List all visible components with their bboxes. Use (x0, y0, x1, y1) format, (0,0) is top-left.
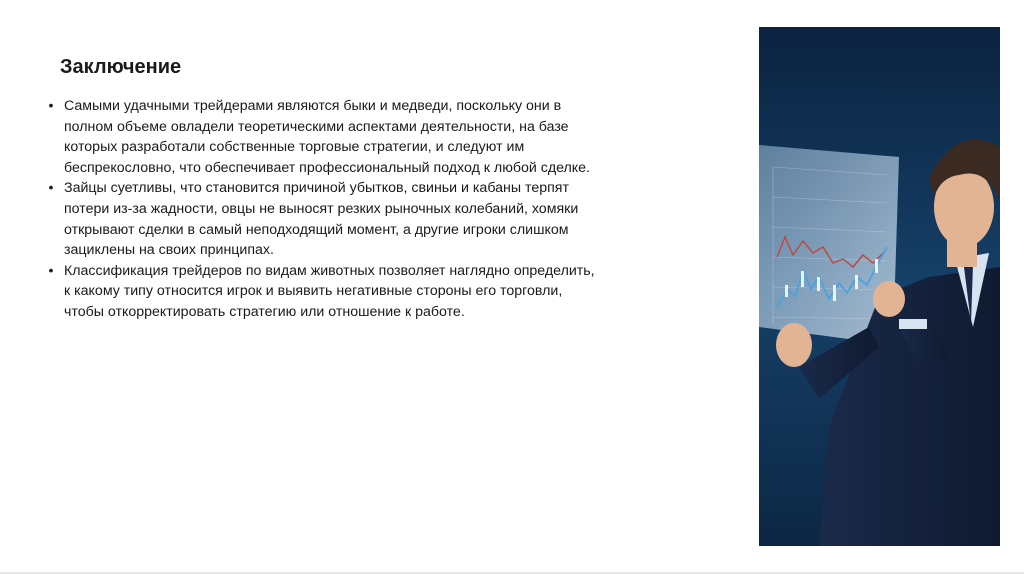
bullet-item (44, 178, 604, 260)
slide-title: Заключение (60, 56, 182, 78)
bullet-text: Зайцы суетливы, что становится причиной убытков, свиньи и кабаны терпят потери из-за жадности, овцы не выносят резких рыночных колебаний, хомяки открывают сделки в самый неподходящий момент, а другие игроки слишком зациклены на своих принципах. (64, 180, 579, 259)
bullet-marker: • (48, 98, 54, 114)
bullet-marker: • (48, 262, 54, 279)
bullet-text: Классификация трейдеров по видам животных позволяет наглядно определить, к какому типу относится игрок и выявить негативные стороны его торговли, чтобы откорректировать стратегию или отношение к работе. (64, 262, 595, 320)
bullet-item (44, 261, 604, 323)
man-shirt-cuff (899, 319, 927, 329)
man-left-hand (776, 323, 812, 367)
bullet-marker: • (48, 180, 54, 197)
photo-illustration (759, 27, 1000, 546)
man-neck (947, 227, 977, 267)
businessman-trading-photo (759, 27, 1000, 546)
man-right-hand (873, 281, 905, 317)
bullet-text: Самыми удачными трейдерами являются быки и медведи, поскольку они в полном объеме овладели теоретическими аспектами деятельности, на базе которых разработали собственные торговые стратегии, и следуют им беспрекословно, что обеспечивает профессиональный подход к любой сделке. (64, 98, 591, 176)
bullet-item (44, 96, 604, 178)
bullet-list (44, 96, 604, 323)
